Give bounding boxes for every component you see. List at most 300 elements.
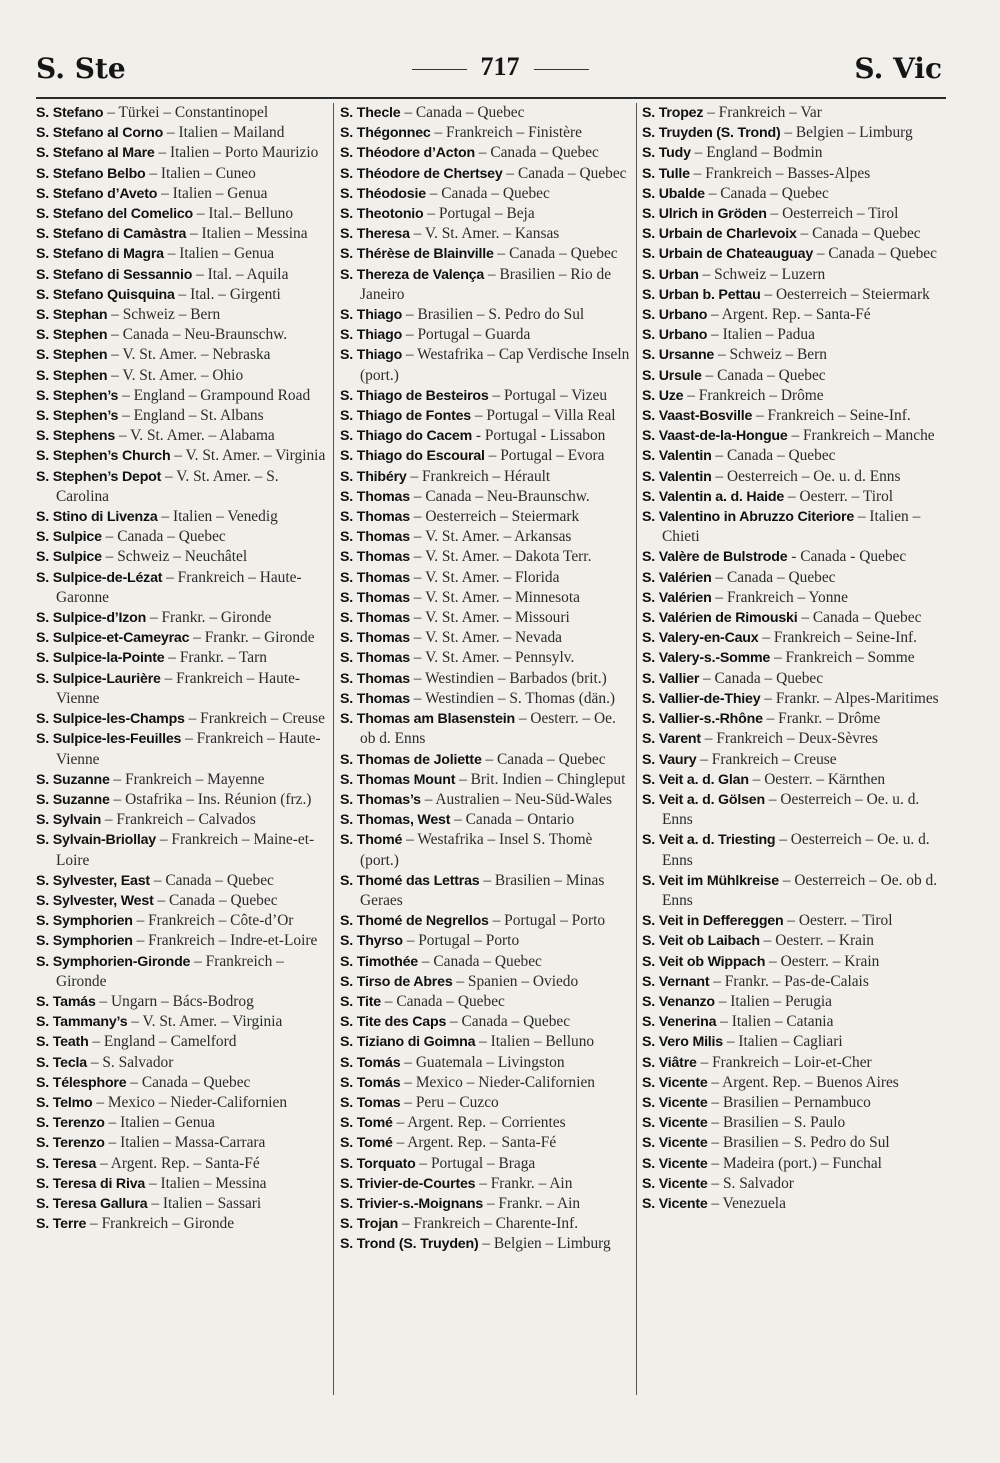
place-location: – Canada – Quebec (711, 447, 836, 465)
place-location: – Frankreich – Haute-Vienne (56, 669, 301, 707)
place-location: – Westindien – S. Thomas (dän.) (409, 689, 616, 707)
place-location: – V. St. Amer. – Virginia (170, 447, 326, 465)
place-location: – Schweiz – Bern (714, 346, 827, 364)
place-location: – Frankreich – Côte-d’Or (132, 912, 294, 930)
gazetteer-entry (340, 1032, 634, 1052)
gazetteer-entry (340, 628, 634, 648)
place-location: – V. St. Amer. – S. Carolina (56, 467, 279, 505)
gazetteer-entry (642, 467, 942, 487)
place-location: – Italien – Cuneo (145, 164, 256, 182)
page-number: 717 (480, 52, 520, 81)
gazetteer-entry (642, 871, 942, 911)
place-name: S. Sulpice (36, 529, 102, 546)
place-name: S. Trond (S. Truyden) (340, 1236, 479, 1253)
place-name: S. Thomas de Joliette (340, 751, 482, 768)
place-location: – Westindien – Barbados (brit.) (409, 669, 607, 687)
place-name: S. Vallier (642, 670, 700, 687)
place-name: S. Telmo (36, 1094, 93, 1111)
gazetteer-entry (642, 366, 942, 386)
gazetteer-entry (340, 1113, 634, 1133)
gazetteer-entry (642, 406, 942, 426)
place-location: – Canada – Quebec (126, 1073, 251, 1091)
gazetteer-entry (36, 224, 332, 244)
place-location: – Frankreich – Loir-et-Cher (696, 1053, 872, 1071)
place-name: S. Valérien (642, 569, 712, 586)
place-location: – Canada – Quebec (711, 568, 836, 586)
place-name: S. Terenzo (36, 1135, 105, 1152)
place-location: – Oesterreich – Steiermark (760, 285, 930, 303)
place-location: – V. St. Amer. – Minnesota (409, 588, 580, 606)
gazetteer-entry (642, 1093, 942, 1113)
gazetteer-entry (36, 386, 332, 406)
place-name: S. Thomas (340, 610, 410, 627)
place-location: – V. St. Amer. – Nebraska (107, 346, 271, 364)
gazetteer-entry (340, 345, 634, 385)
place-location: – V. St. Amer. – Pennsylv. (409, 649, 575, 667)
place-name: S. Thyrso (340, 933, 403, 950)
gazetteer-entry (340, 1174, 634, 1194)
gazetteer-entry (36, 830, 332, 870)
place-location: – V. St. Amer. – Missouri (409, 609, 570, 627)
place-name: S. Thomas (340, 488, 410, 505)
place-location: – Frankreich – Somme (770, 649, 915, 667)
place-location: – Frankreich – Mayenne (109, 770, 265, 788)
gazetteer-entry (642, 1154, 942, 1174)
place-name: S. Sulpice-de-Lézat (36, 569, 163, 586)
gazetteer-entry (36, 143, 332, 163)
gazetteer-entry (36, 648, 332, 668)
place-name: S. Vero Milis (642, 1034, 723, 1051)
place-location: – Canada – Ontario (450, 811, 575, 829)
gazetteer-entry (340, 446, 634, 466)
gazetteer-entry (36, 669, 332, 709)
place-name: S. Tamás (36, 993, 96, 1010)
gazetteer-entry (642, 224, 942, 244)
place-name: S. Thereza de Valença (340, 266, 485, 283)
gazetteer-entry (642, 992, 942, 1012)
place-name: S. Truyden (S. Trond) (642, 125, 781, 142)
place-location: – Canada – Quebec (493, 245, 618, 263)
place-location: – Frankreich – Finistère (430, 124, 582, 142)
page-header (0, 0, 1000, 105)
place-name: S. Tammany’s (36, 1014, 128, 1031)
gazetteer-entry (340, 770, 634, 790)
place-name: S. Vaast-Bosville (642, 408, 753, 425)
gazetteer-entry (36, 1214, 332, 1234)
place-name: S. Teresa di Riva (36, 1175, 146, 1192)
place-location: – Canada – Quebec (474, 144, 599, 162)
place-name: S. Thomas, West (340, 812, 451, 829)
place-name: S. Teath (36, 1034, 89, 1051)
place-location: – Frankr. – Gironde (189, 629, 315, 647)
place-name: S. Thiago do Cacem (340, 428, 472, 445)
place-name: S. Sulpice-la-Pointe (36, 650, 165, 667)
place-name: S. Stefano Quisquina (36, 286, 175, 303)
place-name: S. Thérèse de Blainville (340, 246, 494, 263)
place-location: – V. St. Amer. – Dakota Terr. (409, 548, 592, 566)
gazetteer-entry (642, 1194, 942, 1214)
place-location: – Portugal – Porto (488, 912, 606, 930)
place-name: S. Valentin (642, 468, 712, 485)
place-location: – England – Grampound Road (118, 386, 311, 404)
place-name: S. Vicente (642, 1195, 708, 1212)
place-name: S. Stephen’s (36, 408, 119, 425)
header-rule-right (534, 69, 589, 70)
gazetteer-entry (642, 305, 942, 325)
place-name: S. Tomé (340, 1115, 393, 1132)
place-location: – V. St. Amer. – Kansas (409, 225, 560, 243)
place-location: – Argent. Rep. – Santa-Fé (707, 306, 871, 324)
place-location: – Italien – Genua (163, 245, 275, 263)
place-name: S. Ursule (642, 367, 702, 384)
place-name: S. Stefano al Corno (36, 125, 164, 142)
place-location: – England – St. Albans (118, 407, 264, 425)
place-location: – Canada – Quebec (701, 366, 826, 384)
place-location: – Frankreich – Calvados (101, 811, 256, 829)
header-divider (36, 97, 946, 99)
place-name: S. Timothée (340, 953, 418, 970)
place-location: – Italien – Porto Maurizio (154, 144, 319, 162)
place-location: – Italien – Massa-Carrara (104, 1134, 266, 1152)
gazetteer-entry (642, 103, 942, 123)
place-name: S. Thomas Mount (340, 771, 456, 788)
gazetteer-entry (642, 608, 942, 628)
place-location: – Italien – Chieti (662, 508, 921, 546)
place-name: S. Stefano al Mare (36, 145, 155, 162)
place-location: – Argent. Rep. – Corrientes (392, 1114, 566, 1132)
place-location: – Portugal – Beja (423, 205, 535, 223)
place-name: S. Thomé das Lettras (340, 872, 480, 889)
place-location: – Ital.– Belluno (193, 205, 294, 223)
place-name: S. Sylvain-Briollay (36, 832, 156, 849)
place-location: – Frankreich – Hérault (406, 467, 551, 485)
place-name: S. Sulpice (36, 549, 102, 566)
place-location: – Canada – Quebec (797, 609, 922, 627)
place-location: – England – Camelford (88, 1033, 237, 1051)
gazetteer-entry (36, 103, 332, 123)
place-location: – Portugal – Villa Real (471, 407, 616, 425)
gazetteer-entry (36, 911, 332, 931)
place-location: – Frankreich – Indre-et-Loire (132, 932, 318, 950)
gazetteer-entry (36, 992, 332, 1012)
gazetteer-entry (340, 911, 634, 931)
place-name: S. Tite des Caps (340, 1014, 447, 1031)
place-name: S. Terenzo (36, 1115, 105, 1132)
place-name: S. Tomas (340, 1094, 401, 1111)
place-name: S. Valère de Bulstrode (642, 549, 788, 566)
place-location: – Frankr. – Gironde (146, 609, 272, 627)
place-name: S. Valentin (642, 448, 712, 465)
gazetteer-entry (36, 729, 332, 769)
place-name: S. Thomas (340, 630, 410, 647)
place-name: S. Vicente (642, 1094, 708, 1111)
place-name: S. Valentino in Abruzzo Citeriore (642, 509, 855, 526)
place-name: S. Veit im Mühlkreise (642, 872, 779, 889)
place-location: – Italien – Cagliari (722, 1033, 843, 1051)
place-name: S. Ulrich in Gröden (642, 206, 767, 223)
place-name: S. Valery-s.-Somme (642, 650, 771, 667)
place-location: – Schweiz – Neuchâtel (101, 548, 248, 566)
gazetteer-entry (340, 689, 634, 709)
gazetteer-entry (340, 1012, 634, 1032)
place-location: – Frankr. – Drôme (762, 710, 881, 728)
place-name: S. Tomás (340, 1054, 401, 1071)
gazetteer-entry (36, 931, 332, 951)
gazetteer-entry (340, 871, 634, 911)
place-name: S. Thomas (340, 670, 410, 687)
place-location: – V. St. Amer. – Nevada (409, 629, 563, 647)
place-name: S. Stephen (36, 347, 108, 364)
gazetteer-entry (642, 487, 942, 507)
place-name: S. Stefano di Magra (36, 246, 164, 263)
place-name: S. Torquato (340, 1155, 416, 1172)
gazetteer-entry (36, 1032, 332, 1052)
place-name: S. Thiago (340, 347, 403, 364)
gazetteer-entry (642, 628, 942, 648)
place-name: S. Sulpice-les-Feuilles (36, 731, 182, 748)
place-location: – Frankreich – Seine-Inf. (758, 629, 918, 647)
gazetteer-entry (642, 1032, 942, 1052)
gazetteer-entry (340, 487, 634, 507)
place-name: S. Stephen’s (36, 387, 119, 404)
gazetteer-entry (340, 467, 634, 487)
place-name: S. Théodore d’Acton (340, 145, 475, 162)
place-location: – Brasilien – Minas Geraes (360, 871, 605, 909)
place-name: S. Stephan (36, 307, 108, 324)
place-location: – Brasilien – S. Pedro do Sul (402, 306, 585, 324)
running-head-left: S. Ste (36, 52, 126, 85)
place-name: S. Stino di Livenza (36, 509, 158, 526)
gazetteer-entry (340, 406, 634, 426)
place-location: – Frankr. – Tarn (164, 649, 267, 667)
gazetteer-entry (340, 790, 634, 810)
place-location: – Brasilien – S. Pedro do Sul (707, 1134, 890, 1152)
gazetteer-entry (642, 689, 942, 709)
place-location: – V. St. Amer. – Ohio (107, 366, 244, 384)
place-name: S. Thomas (340, 690, 410, 707)
place-location: – Oesterr. – Krain (765, 952, 880, 970)
place-location: - Canada - Quebec (787, 548, 907, 566)
place-location: – Canada – Quebec (796, 225, 921, 243)
place-location: – Italien – Catania (716, 1013, 834, 1031)
gazetteer-entry (340, 265, 634, 305)
place-location: – Argent. Rep. – Santa-Fé (392, 1134, 557, 1152)
gazetteer-entry (340, 1234, 634, 1254)
place-name: S. Télesphore (36, 1074, 127, 1091)
gazetteer-entry (340, 527, 634, 547)
place-name: S. Vicente (642, 1074, 708, 1091)
place-location: – Frankr. – Pas-de-Calais (709, 972, 869, 990)
place-name: S. Stephens (36, 428, 116, 445)
place-name: S. Thecle (340, 105, 401, 121)
place-name: S. Teresa (36, 1155, 97, 1172)
place-location: – Ostafrika – Ins. Réunion (frz.) (109, 790, 312, 808)
gazetteer-entry (642, 770, 942, 790)
place-location: – Italien – Messina (186, 225, 308, 243)
place-location: – Ital. – Aquila (192, 265, 289, 283)
place-name: S. Vallier-de-Thiey (642, 690, 761, 707)
place-name: S. Varent (642, 731, 701, 748)
gazetteer-entry (36, 406, 332, 426)
place-name: S. Venanzo (642, 993, 715, 1010)
place-name: S. Theotonio (340, 206, 424, 223)
gazetteer-entry (340, 184, 634, 204)
place-name: S. Veit a. d. Gölsen (642, 791, 765, 808)
place-location: – Argent. Rep. – Buenos Aires (707, 1073, 899, 1091)
gazetteer-entry (642, 184, 942, 204)
place-name: S. Tudy (642, 145, 691, 162)
place-location: – Belgien – Limburg (478, 1235, 611, 1253)
place-name: S. Sulpice-Laurière (36, 670, 161, 687)
place-location: – Canada – Quebec (699, 669, 824, 687)
gazetteer-entry (340, 1093, 634, 1113)
place-location: – Oesterreich – Oe. u. d. Enns (662, 831, 930, 869)
place-name: S. Sylvester, East (36, 872, 150, 889)
place-location: – Portugal – Vizeu (488, 386, 608, 404)
gazetteer-entry (340, 325, 634, 345)
place-location: – Portugal – Evora (484, 447, 605, 465)
gazetteer-entry (36, 446, 332, 466)
gazetteer-entry (642, 1133, 942, 1153)
place-location: – Canada – Quebec (425, 184, 550, 202)
place-location: – Oesterr. – Oe. ob d. Enns (360, 710, 616, 748)
place-name: S. Viâtre (642, 1054, 697, 1071)
gazetteer-entry (642, 669, 942, 689)
gazetteer-entry (642, 265, 942, 285)
place-name: S. Stephen (36, 327, 108, 344)
place-location: – Frankreich – Gironde (56, 952, 284, 990)
place-name: S. Sylvester, West (36, 892, 154, 909)
place-name: S. Valérien (642, 589, 712, 606)
gazetteer-entry (642, 244, 942, 264)
place-name: S. Vaast-de-la-Hongue (642, 428, 788, 445)
place-location: – Venezuela (707, 1194, 786, 1212)
place-location: – Canada – Quebec (149, 871, 274, 889)
place-location: – Mexico – Nieder-Californien (400, 1073, 595, 1091)
place-location: – Oesterreich – Oe. ob d. Enns (662, 871, 938, 909)
place-location: – Frankreich – Deux-Sèvres (700, 730, 878, 748)
gazetteer-entry (340, 1053, 634, 1073)
place-location: – Oesterreich – Steiermark (409, 508, 580, 526)
gazetteer-entry (36, 204, 332, 224)
place-name: S. Stefano di Sessannio (36, 266, 193, 283)
header-rule-left (412, 69, 467, 70)
place-location: – Canada – Quebec (502, 164, 627, 182)
place-name: S. Suzanne (36, 771, 110, 788)
gazetteer-entry (642, 931, 942, 951)
gazetteer-entry (36, 608, 332, 628)
gazetteer-entry (642, 750, 942, 770)
place-name: S. Veit a. d. Glan (642, 771, 749, 788)
gazetteer-entry (340, 123, 634, 143)
place-name: S. Urbano (642, 327, 708, 344)
place-location: – Canada – Quebec (417, 952, 542, 970)
gazetteer-entry (340, 750, 634, 770)
gazetteer-entry (642, 568, 942, 588)
gazetteer-entry (642, 164, 942, 184)
place-name: S. Valentin a. d. Haide (642, 488, 785, 505)
place-location: – Italien – Padua (707, 326, 815, 344)
place-location: – Guatemala – Livingston (400, 1053, 565, 1071)
place-location: – Canada – Quebec (704, 184, 829, 202)
gazetteer-entry (642, 790, 942, 830)
place-name: S. Sulpice-et-Cameyrac (36, 630, 190, 647)
place-location: – Portugal – Porto (402, 932, 520, 950)
place-location: – Canada – Quebec (446, 1013, 571, 1031)
gazetteer-entry (340, 1194, 634, 1214)
gazetteer-entry (642, 123, 942, 143)
place-location: – Italien – Messina (145, 1174, 267, 1192)
place-name: S. Stefano (36, 105, 104, 121)
place-location: – Frankr. – Alpes-Maritimes (760, 689, 939, 707)
column-divider (333, 103, 334, 1395)
place-name: S. Thégonnec (340, 125, 431, 142)
gazetteer-entry (36, 507, 332, 527)
gazetteer-entry (36, 366, 332, 386)
gazetteer-entry (642, 1174, 942, 1194)
place-location: – Canada – Quebec (813, 245, 937, 263)
place-location: – Argent. Rep. – Santa-Fé (96, 1154, 260, 1172)
place-location: – V. St. Amer. – Virginia (127, 1013, 283, 1031)
gazetteer-entry (340, 244, 634, 264)
place-name: S. Tecla (36, 1054, 87, 1071)
gazetteer-entry (642, 972, 942, 992)
place-location: – Frankr. – Ain (483, 1194, 581, 1212)
place-name: S. Tirso de Abres (340, 973, 453, 990)
place-location: – Oesterr. – Tirol (783, 912, 893, 930)
gazetteer-entry (642, 426, 942, 446)
place-name: S. Vicente (642, 1115, 708, 1132)
gazetteer-entry (36, 1093, 332, 1113)
gazetteer-entry (340, 507, 634, 527)
place-name: S. Thiago (340, 307, 403, 324)
place-location: – Oesterreich – Oe. u. d. Enns (662, 790, 920, 829)
place-name: S. Thomas am Blasenstein (340, 711, 515, 728)
gazetteer-entry (36, 184, 332, 204)
gazetteer-entry (642, 952, 942, 972)
gazetteer-entry (642, 648, 942, 668)
place-name: S. Thiago de Fontes (340, 408, 471, 425)
place-name: S. Stefano del Comelico (36, 206, 194, 223)
gazetteer-entry (36, 325, 332, 345)
place-name: S. Thomas’s (340, 791, 421, 808)
place-location: – Frankreich – Seine-Inf. (752, 407, 911, 425)
place-location: – Frankreich – Haute-Vienne (56, 730, 321, 768)
place-name: S. Veit in Deffereggen (642, 913, 784, 930)
place-location: – Oesterr. – Krain (759, 932, 874, 950)
gazetteer-entry (340, 608, 634, 628)
place-name: S. Thomas (340, 589, 410, 606)
place-location: – Brasilien – Pernambuco (707, 1093, 871, 1111)
place-name: S. Thomas (340, 650, 410, 667)
place-location: – Australien – Neu-Süd-Wales (420, 790, 612, 808)
gazetteer-entry (340, 204, 634, 224)
gazetteer-entry (36, 345, 332, 365)
place-location: – Mexico – Nieder-Californien (92, 1093, 288, 1111)
place-name: S. Vallier-s.-Rhône (642, 711, 763, 728)
place-name: S. Tropez (642, 105, 704, 121)
gazetteer-entry (340, 709, 634, 749)
gazetteer-entry (642, 325, 942, 345)
place-location: – Frankreich – Maine-et-Loire (56, 831, 315, 869)
gazetteer-entry (36, 871, 332, 891)
place-location: – Westafrika – Cap Verdische Inseln (port.) (360, 346, 630, 384)
gazetteer-entry (36, 1012, 332, 1032)
place-location: – England – Bodmin (690, 144, 823, 162)
place-location: – Italien – Sassari (147, 1194, 262, 1212)
place-location: – Belgien – Limburg (780, 124, 913, 142)
place-name: S. Sulpice-d’Izon (36, 610, 147, 627)
